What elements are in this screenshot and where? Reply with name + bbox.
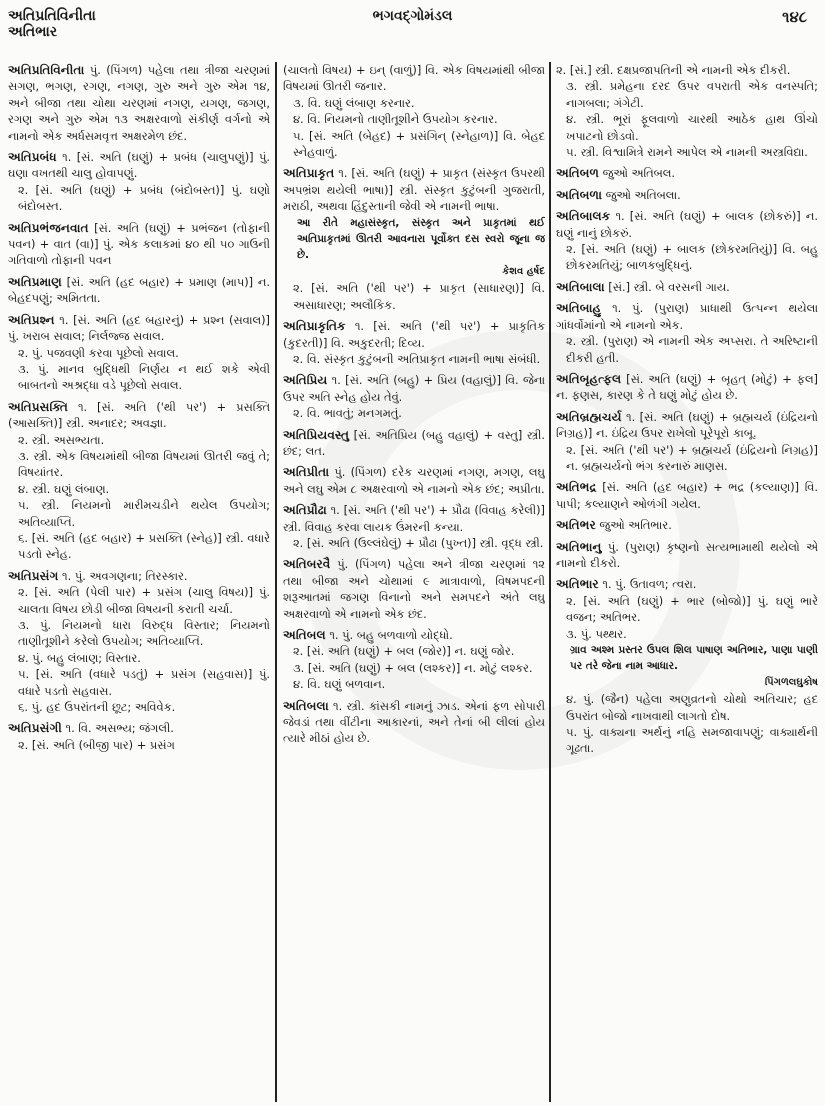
definition-text: ૪. વિ. નિયમનો તાણીતૂશીને ઉપયોગ કરનાર. — [293, 112, 498, 127]
headword: અતિભાર — [556, 577, 599, 592]
sense-line — [8, 432, 270, 448]
definition-text: ૧. [સં. અતિ (ઘણું) + પ્રાકૃત (સંસ્કૃત ઉપરથી અપભ્રંશ થયેલી ભાષા)] સ્ત્રી. સંસ્કૃત કુટુંબની ગુજરાતી, મરાઠી, અથવા હિંદુસ્તાની જેવી એ નામની ભાષા. — [283, 166, 545, 214]
dictionary-entry — [8, 312, 270, 394]
dictionary-entry — [283, 427, 545, 460]
sense-line — [8, 617, 270, 650]
sense-line — [556, 165, 818, 181]
sense-line — [8, 62, 270, 144]
sense-line — [556, 300, 818, 333]
guide-word-first: અતિપ્રતિવિનીતા — [8, 8, 96, 24]
headword: અતિબલ — [283, 628, 326, 642]
definition-text: ૨. વિ. સંસ્કૃત કુટુંબની અતિપ્રાકૃત નામની ભાષા સંબંધી. — [293, 351, 541, 366]
definition-text: પું. (પુરાણ) કૃષ્ણનો સત્યભામાથી થયેલો એ નામનો દીકરો. — [556, 539, 818, 570]
headword: અતિભદ્ર — [556, 480, 597, 495]
sense-line — [283, 698, 545, 747]
sense-line: ૨. [સં. અતિ ('થી પર') + પ્રાકૃત (સાધારણ)] વિ. અસાધારણ; અલૌકિક. — [293, 281, 545, 312]
dictionary-entry — [8, 399, 270, 563]
sense-line — [283, 643, 545, 659]
definition-text: પું. (પિંગળ) દરેક ચરણમાં નગણ, મગણ, લઘુ અને લઘુ એમ ૮ અક્ષરવાળો એ નામનો એક છંદ; અપ્રીતા. — [283, 465, 545, 496]
dictionary-entry — [556, 539, 818, 572]
headword: અતિબૃહત્ફલ — [556, 371, 622, 386]
definition-text: જુઓ અતિભાર. — [599, 518, 672, 533]
dictionary-entry — [8, 220, 270, 269]
definition-text: ૫. સ્ત્રી. વિશ્વામિત્રે રામને આપેલ એ નામની અસ્ત્રવિદ્યા. — [566, 145, 808, 160]
citation-source: પિંગળલઘુકોષ — [764, 676, 818, 688]
sense-line — [283, 464, 545, 497]
dictionary-entry — [283, 502, 545, 551]
sense-line — [8, 182, 270, 215]
dictionary-entry — [556, 371, 818, 404]
dictionary-entry — [8, 62, 270, 144]
headword: અતિપ્રૌઢા — [283, 503, 327, 518]
definition-text: ૨. [સં. અતિ (બીજી પાર) + પ્રસંગ — [18, 737, 175, 752]
column-1 — [8, 62, 270, 1102]
sense-line — [8, 650, 270, 666]
sense-line — [8, 448, 270, 481]
definition-text: ૫. [સં. અતિ (બેહદ) + પ્રસંગિન્ (સ્નેહાળ)] વિ. બેહદ સ્નેહવાળું. — [293, 128, 545, 160]
sense-line — [556, 187, 818, 203]
sense-line — [8, 274, 270, 307]
dictionary-entry — [556, 62, 818, 160]
definition-text: ૩. પું. માનવ બુદ્ધિથી નિર્ણય ન થઈ શકે એવી બાબતનો અશ્રદ્ધા વડે પૂછેલો સવાલ. — [18, 361, 270, 393]
definition-text: ૩. [સં. અતિ (ઘણું) + બલ (લશ્કર)] ન. મોટું લશ્કર. — [293, 660, 533, 675]
definition-text: જુઓ અતિબલા. — [605, 187, 681, 202]
dictionary-entry — [283, 698, 545, 747]
dictionary-entry — [556, 165, 818, 181]
definition-text: [સં. અતિ (હદ બહાર) + પ્રમાણ (માપ)] ન. બેહદપણું; અમિતતા. — [8, 274, 270, 306]
sense-line — [283, 676, 545, 692]
sense-line — [283, 660, 545, 676]
definition-text: જુઓ અતિબલ. — [602, 166, 676, 181]
dictionary-entry — [556, 576, 818, 756]
headword: અતિપ્રબંધ — [8, 150, 57, 165]
definition-text: [સં. અતિ (ઘણું) + પ્રભંજન (તોફાની પવન) + વાત (વા)] પું. એક કલાકમાં ૪૦ થી ૫૦ ગાઉની ગતિવાળો તોફાની પવન — [8, 220, 270, 268]
sense-line — [556, 111, 818, 144]
sense-line: ૪. પું. (જૈન) પહેલા અણુવ્રતનો ચોથો અતિચાર; હદ ઉપરાંત બોજો નાખવાથી લાગતો દોષ. — [566, 692, 818, 723]
sense-line — [556, 208, 818, 241]
headword: અતિબળા — [556, 187, 602, 202]
dictionary-entry — [556, 187, 818, 203]
guide-word-last: અતિભાર — [8, 24, 58, 40]
definition-text: ૨. [સં. અતિ (ઘણું) + ભાર (બોજો)] પું. ઘણું ભારે વજન; અતિભર. — [566, 593, 818, 625]
dictionary-entry — [283, 318, 545, 367]
dictionary-entry — [556, 208, 818, 274]
definition-text: [સં. અતિ (હદ બહાર) + ભદ્ર (કલ્યાણ)] વિ. પાપી; કલ્યાણને ઓળંગી ગયેલ. — [556, 480, 818, 511]
sense-line — [8, 720, 270, 736]
definition-text: ૬. [સં. અતિ (હદ બહાર) + પ્રસક્તિ (સ્નેહ)] સ્ત્રી. વધારે પડતો સ્નેહ. — [18, 530, 270, 562]
definition-text: ૩. સ્ત્રી. એક વિષયમાંથી બીજા વિષયમાં ઊતરી જવું તે; વિષયાંતર. — [18, 448, 270, 480]
dictionary-entry — [556, 279, 818, 295]
definition-text: [સં. અતિપ્રિય (બહુ વહાલું) + વસ્તુ] સ્ત્રી. છંદ; લત. — [283, 427, 545, 458]
definition-text: ૨. [સં. અતિ (ઉલ્લંઘેલું) + પ્રૌઢા (પુખ્ત)] સ્ત્રી. વૃદ્ધ સ્ત્રી. — [293, 535, 544, 550]
headword: અતિપ્રસંગ — [8, 568, 59, 583]
definition-text: ૨. [સં.] સ્ત્રી. દક્ષપ્રજાપતિની એ નામની એક દીકરી. — [556, 63, 791, 77]
definition-text: (ચાલતો વિષય) + ઇન્ (વાળું)] વિ. એક વિષયમાંથી બીજા વિષયમાં ઊતરી જનાર. — [283, 63, 545, 94]
sense-line — [8, 361, 270, 394]
sense-line — [8, 220, 270, 269]
headword: અતિપ્રભંજનવાત — [8, 220, 89, 235]
page-header — [0, 0, 825, 60]
definition-text: ૪. સ્ત્રી. ભૂરાં ફૂલવાળો ચારથી આઠેક હાથ ઊંચો ખપાટનો છોડવો. — [566, 112, 818, 143]
headword: અતિપ્રીતા — [283, 465, 330, 480]
sense-line — [556, 333, 818, 366]
sense-line — [556, 409, 818, 442]
headword: અતિપ્રિય — [283, 373, 328, 388]
definition-text: ૧. પું. (પુરાણ) પ્રાધાથી ઉત્પન્ન થયેલા ગાંધર્વોમાંનો એ નામનો એક. — [556, 301, 818, 332]
headword: અતિબલા — [283, 698, 329, 713]
definition-text: ૪. પું. બહુ લંબાણ; વિસ્તાર. — [18, 650, 141, 665]
sense-line — [283, 165, 545, 214]
sense-line — [556, 371, 818, 404]
definition-text: ૪. સ્ત્રી. ઘણું લંબાણ. — [18, 481, 110, 496]
sense-line — [8, 481, 270, 497]
sense-line — [8, 530, 270, 563]
sense-line — [283, 111, 545, 127]
definition-text: ૧. સ્ત્રી. કાંસકી નામનું ઝાડ. એનાં ફળ સોપારી જેવડાં તથા વીંટીના આકારનાં, અને તેનાં બી લીલાં હોય ત્યારે મીઠાં હોય છે. — [283, 698, 545, 746]
headword: અતિભાનુ — [556, 539, 602, 554]
sense-line: ૫. પું. વાક્યના અર્થનું નહિ સમજાવાપણું; વાક્યાર્થની ગૂઢતા. — [566, 725, 818, 756]
sense-line — [283, 556, 545, 622]
headword: અતિપ્રસંગી — [8, 721, 62, 736]
headword: અતિપ્રમાણ — [8, 274, 62, 289]
sense-line — [556, 539, 818, 572]
dictionary-entry — [283, 165, 545, 313]
sense-line — [283, 62, 545, 95]
definition-text: ૬. પું. હદ ઉપરાંતની છૂટ; અવિવેક. — [18, 700, 176, 715]
headword: અતિપ્રાકૃતિક — [283, 319, 346, 334]
headword: અતિબાલા — [556, 279, 605, 294]
sense-line — [8, 149, 270, 182]
citation-quote: ગ્રાવ અશ્મ પ્રસ્તર ઉપલ શિલ પાષાણ અતિભાર, પાણા પાણી પર તરે જેના નામ આધાર. — [570, 644, 818, 673]
dictionary-entry — [283, 627, 545, 693]
dictionary-entry — [283, 372, 545, 421]
definition-text: ૧. [સં. અતિ ('થી પર') + પ્રસક્તિ (આસક્તિ)] સ્ત્રી. અનાદર; અવજ્ઞા. — [8, 399, 270, 431]
sense-line — [283, 128, 545, 161]
definition-text: [સં. અતિ (ઘણું) + બૃહત્ (મોટું) + ફલ] ન. ફણસ, કારણ કે તે ઘણું મોટું હોય છે. — [556, 371, 818, 403]
definition-text: ૨. [સં. અતિ (ઘણું) + પ્રબંધ (બંદોબસ્ત)] પું. ઘણો બંદોબસ્ત. — [18, 182, 270, 214]
dictionary-columns — [0, 62, 825, 1102]
dictionary-entry — [556, 479, 818, 512]
definition-text: ૧. [સં. અતિ (બહુ) + પ્રિય (વહાલું)] વિ. જેના ઉપર અતિ સ્નેહ હોય તેવું. — [283, 373, 545, 404]
headword: અતિબરવૈ — [283, 557, 331, 572]
dictionary-entry — [283, 556, 545, 622]
dictionary-entry — [556, 300, 818, 366]
headword: અતિભર — [556, 518, 596, 533]
definition-text: ૨. [સં. અતિ (ઘણું) + બાલક (છોકરમતિયું)] વિ. બહુ છોકરમતિયું; બાળકબુદ્ધિનું. — [566, 242, 818, 273]
sense-line — [8, 345, 270, 361]
sense-line — [8, 666, 270, 699]
definition-text: ૧. [સં. અતિ (ઘણું) + બ્રહ્મચર્ય (ઇંદ્રિયનો નિગ્રહ)] ન. ઇંદ્રિય ઉપર રાખેલો પૂરેપૂરો કાબૂ. — [556, 409, 818, 441]
definition-text: ૨. પું. પજવણી કરવા પૂછેલો સવાલ. — [18, 345, 179, 360]
dictionary-entry — [8, 720, 270, 753]
definition-text: ૧. [સં. અતિ ('થી પર') + પ્રાકૃતિક (કુદરતી)] વિ. અકુદરતી; દિવ્ય. — [283, 319, 545, 350]
sense-line — [556, 442, 818, 475]
sense-line — [556, 279, 818, 295]
sense-line — [8, 568, 270, 584]
sense-line — [556, 241, 818, 274]
dictionary-entry — [8, 568, 270, 716]
sense-line — [283, 372, 545, 405]
definition-text: ૨. સ્ત્રી. અસભ્યતા. — [18, 432, 105, 447]
definition-text: ૨. [સં. અતિ ('થી પર') + બ્રહ્મચર્ય (ઇંદ્રિયનો નિગ્રહ)] ન. બ્રહ્મચર્યનો ભંગ કરનારું માણસ. — [566, 442, 818, 473]
headword: અતિપ્રતિવિનીતા — [8, 63, 85, 77]
definition-text: ૪. વિ. ઘણું બળવાન. — [293, 677, 386, 692]
sense-line — [556, 479, 818, 512]
definition-text: ૨. વિ. ભાવતું; મનગમતું. — [293, 406, 402, 421]
citation-source: કેશવ હર્ષદ — [502, 265, 545, 277]
sense-line — [283, 502, 545, 535]
definition-text: ૩. સ્ત્રી. પ્રમેહના દરદ ઉપર વપરાતી એક વનસ્પતિ; નાગબલા; ગંગેટી. — [566, 79, 818, 110]
dictionary-entry — [283, 464, 545, 497]
sense-line — [283, 95, 545, 111]
dictionary-entry — [556, 517, 818, 533]
definition-text: ૧. પું. બહુ બળવાળો યોદ્ધો. — [329, 628, 453, 642]
sense-line — [283, 427, 545, 460]
sense-line — [283, 405, 545, 421]
definition-text: ૧. [સં. અતિ (હદ બહારનું) + પ્રશ્ન (સવાલ)] પું. ખરાબ સવાલ; નિર્લજ્જ સવાલ. — [8, 312, 270, 344]
definition-text: ૩. પું. નિયમનો ધારા વિરુદ્ધ વિસ્તાર; નિયમનો તાણીતૂશીને કરેલો ઉપયોગ; અતિવ્યાપ્તિ. — [18, 618, 270, 649]
definition-text: ૧. વિ. અસભ્ય; જંગલી. — [65, 721, 174, 736]
dictionary-entry — [556, 409, 818, 475]
definition-text: ૧. [સં. અતિ (ઘણું) + પ્રબંધ (ચાલુપણું)] પું. ઘણા વખતથી ચાલુ હોવાપણું. — [8, 150, 270, 181]
sense-line — [8, 699, 270, 715]
sense-line — [283, 351, 545, 367]
citation-quote: આ રીતે મહાસંસ્કૃત, સંસ્કૃત અને પ્રાકૃતમાં થઈ અતિપ્રાકૃતમાં ઊતરી આવનારા પૂર્વોક્ત દસ સ્વરો જૂના જ છે. — [297, 216, 545, 262]
column-3 — [556, 62, 818, 1102]
sense-line — [556, 78, 818, 111]
sense-line — [556, 62, 818, 78]
sense-line — [556, 144, 818, 160]
definition-text: [સં.] સ્ત્રી. બે વરસની ગાય. — [608, 279, 730, 294]
definition-text: ૨. [સં. અતિ (પેલી પાર) + પ્રસંગ (ચાલુ વિષય)] પું. ચાલતા વિષય છોડી બીજા વિષયની કરાતી ચર્ચા. — [18, 585, 270, 616]
sense-line — [556, 626, 818, 642]
definition-text: પું. (પિંગળ) પહેલા અને ત્રીજા ચરણમાં ૧૨ તથા બીજા અને ચોથામાં ૯ માત્રાવાળો, વિષમપદની શરૂઆતમાં જગણ વિનાનો અને સમપદને અંતે લઘુ અક્ષરવાળો એ નામનો એક છંદ. — [283, 557, 545, 621]
headword: અતિબાહુ — [556, 301, 602, 316]
headword: અતિબ્રહ્મચર્ય — [556, 409, 622, 424]
definition-text: ૩. પું. પથ્થર. — [566, 626, 627, 641]
definition-text: ૫. [સં. અતિ (વધારે પડતું) + પ્રસંગ (સહવાસ)] પું. વધારે પડતો સહવાસ. — [18, 667, 270, 698]
sense-line — [283, 535, 545, 551]
sense-line — [556, 576, 818, 592]
sense-line — [8, 312, 270, 345]
definition-text: પું. (પિંગળ) પહેલા તથા ત્રીજા ચરણમાં સગણ, ભગણ, રગણ, નગણ, ગુરુ અને ગુરુ એમ ૧૪, અને બીજા તથા ચોથા ચરણમાં નગણ, યગણ, જગણ, રગણ અને ગુરુ એમ ૧૩ અક્ષરવાળો સંકીર્ણ વર્ગનો એ નામનો એક અર્ધસમવૃત્ત અક્ષરમેળ છંદ. — [8, 63, 270, 143]
dictionary-entry — [8, 274, 270, 307]
sense-line — [556, 517, 818, 533]
headword: અતિપ્રિયવસ્તુ — [283, 427, 350, 442]
definition-text: ૧. [સં. અતિ (ઘણું) + બાલક (છોકરું)] ન. ઘણું નાનું છોકરું. — [556, 209, 818, 240]
definition-text: ૧. પું. ઉતાવળ; ત્વરા. — [602, 577, 697, 592]
sense-line — [8, 737, 270, 753]
headword: અતિબાલક — [556, 209, 611, 224]
page-number: ૧૪૮ — [782, 8, 807, 26]
sense-line — [8, 584, 270, 617]
definition-text: ૧. પું. અવગણના; તિરસ્કાર. — [62, 568, 188, 583]
definition-text: ૧. [સં. અતિ ('થી પર') + પ્રૌઢા (વિવાહ કરેલી)] સ્ત્રી. વિવાહ કરવા લાયક ઉંમરની કન્યા. — [283, 503, 545, 534]
sense-line — [283, 318, 545, 351]
headword: અતિબળ — [556, 166, 599, 181]
definition-text: ૩. વિ. ઘણું લંબાણ કરનાર. — [293, 95, 415, 110]
sense-line — [556, 593, 818, 626]
headword: અતિપ્રસક્તિ — [8, 399, 68, 414]
definition-text: ૨. [સં. અતિ (ઘણું) + બલ (જોર)] ન. ઘણું જોર. — [293, 644, 515, 659]
dictionary-entry — [8, 149, 270, 215]
sense-line — [8, 399, 270, 432]
headword: અતિપ્રશ્ન — [8, 312, 55, 327]
definition-text: ૫. સ્ત્રી. નિયમનો મારીમચડીને થયેલ ઉપયોગ; અતિવ્યાપ્તિ. — [18, 498, 270, 529]
column-2 — [283, 62, 545, 1102]
sense-line — [283, 627, 545, 643]
dictionary-entry — [283, 62, 545, 160]
headword: અતિપ્રાકૃત — [283, 166, 335, 181]
definition-text: ૨. સ્ત્રી. (પુરાણ) એ નામની એક અપ્સરા. તે અરિષ્ટાની દીકરી હતી. — [566, 334, 818, 365]
page-title: ભગવદ્ગોમંડલ — [372, 8, 453, 24]
sense-line — [8, 497, 270, 530]
